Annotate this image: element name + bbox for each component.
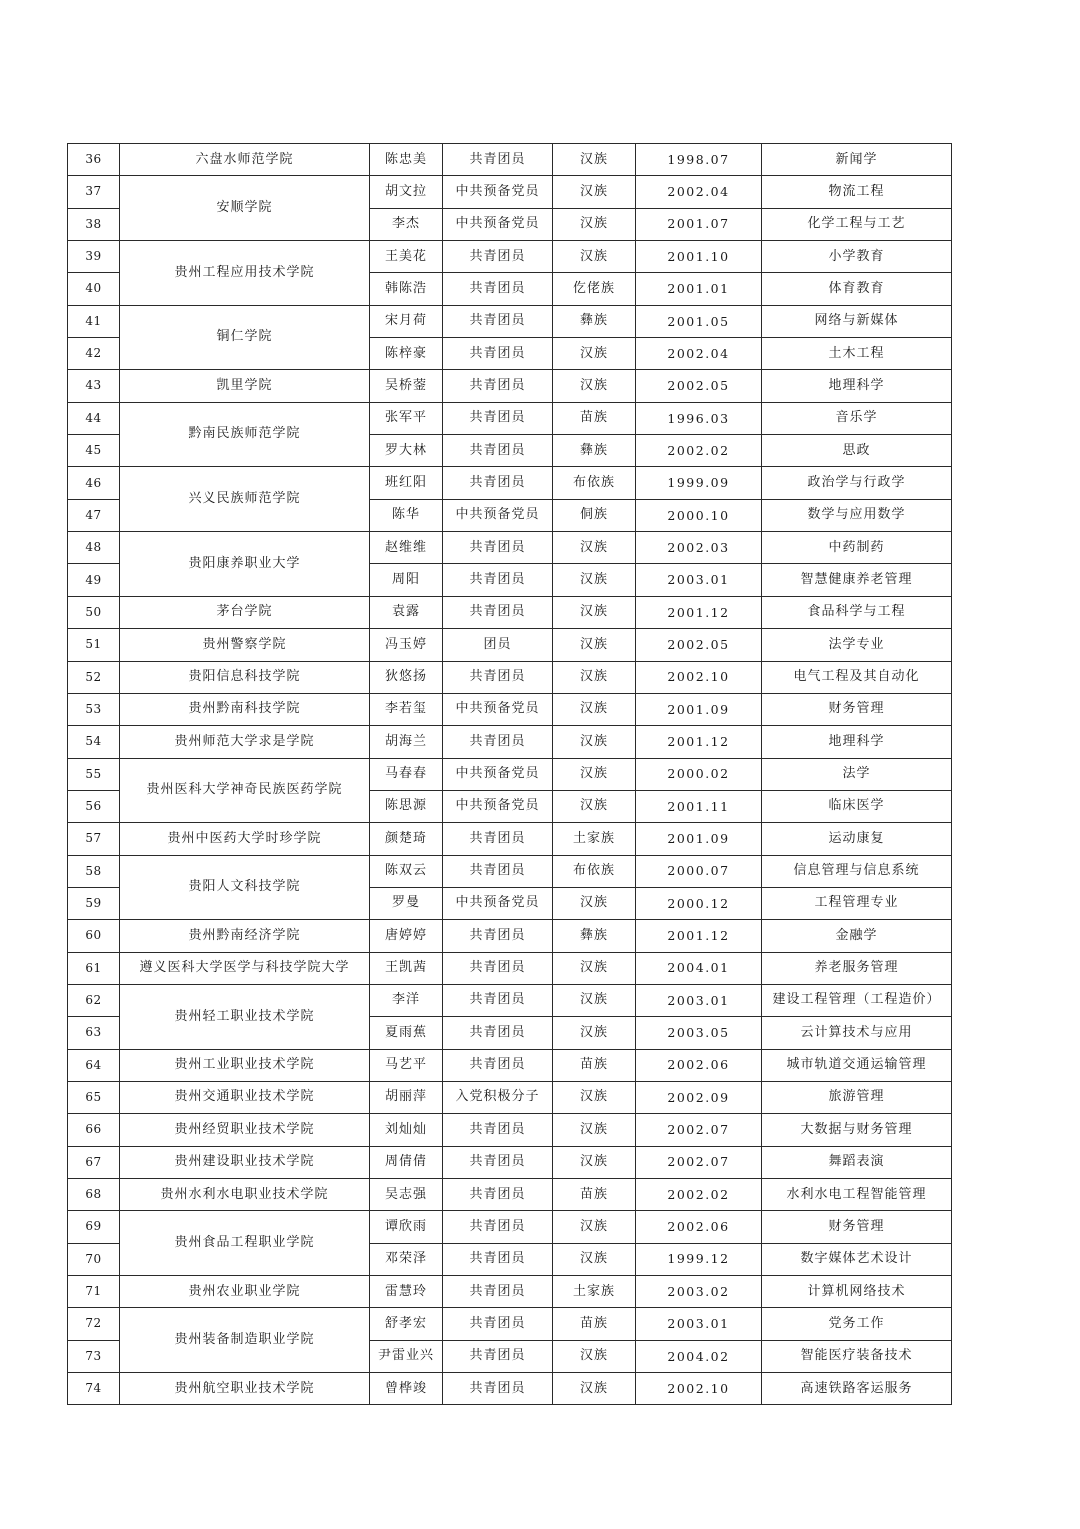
student-name-cell: 刘灿灿 [370, 1114, 443, 1146]
school-name-cell: 贵州黔南经济学院 [120, 920, 370, 952]
row-number-cell: 68 [68, 1179, 120, 1211]
row-number-cell: 43 [68, 370, 120, 402]
student-name-cell: 周倩倩 [370, 1146, 443, 1178]
political-status-cell: 中共预备党员 [443, 693, 553, 725]
birth-date-cell: 2004.01 [636, 952, 762, 984]
student-name-cell: 赵维维 [370, 532, 443, 564]
table-row [68, 1114, 952, 1146]
row-number-cell: 73 [68, 1340, 120, 1372]
birth-date-cell: 2000.10 [636, 499, 762, 531]
birth-date-cell: 2001.12 [636, 596, 762, 628]
row-number-cell: 56 [68, 790, 120, 822]
student-name-cell: 谭欣雨 [370, 1211, 443, 1243]
table-row [68, 370, 952, 402]
ethnicity-cell: 土家族 [553, 1276, 636, 1308]
political-status-cell: 共青团员 [443, 305, 553, 337]
major-cell: 数字媒体艺术设计 [762, 1243, 952, 1275]
major-cell: 数学与应用数学 [762, 499, 952, 531]
major-cell: 法学 [762, 758, 952, 790]
row-number-cell: 71 [68, 1276, 120, 1308]
table-row [68, 823, 952, 855]
major-cell: 信息管理与信息系统 [762, 855, 952, 887]
ethnicity-cell: 彝族 [553, 920, 636, 952]
birth-date-cell: 2003.05 [636, 1017, 762, 1049]
birth-date-cell: 2002.06 [636, 1049, 762, 1081]
political-status-cell: 中共预备党员 [443, 887, 553, 919]
major-cell: 水利水电工程智能管理 [762, 1179, 952, 1211]
political-status-cell: 共青团员 [443, 1373, 553, 1405]
birth-date-cell: 2002.10 [636, 1373, 762, 1405]
row-number-cell: 42 [68, 338, 120, 370]
table-row [68, 1049, 952, 1081]
school-name-cell: 贵州医科大学神奇民族医药学院 [120, 758, 370, 823]
student-name-cell: 邓荣泽 [370, 1243, 443, 1275]
political-status-cell: 中共预备党员 [443, 499, 553, 531]
ethnicity-cell: 汉族 [553, 629, 636, 661]
row-number-cell: 52 [68, 661, 120, 693]
political-status-cell: 共青团员 [443, 564, 553, 596]
row-number-cell: 54 [68, 726, 120, 758]
political-status-cell: 团员 [443, 629, 553, 661]
row-number-cell: 50 [68, 596, 120, 628]
political-status-cell: 共青团员 [443, 1179, 553, 1211]
birth-date-cell: 2002.05 [636, 370, 762, 402]
major-cell: 智慧健康养老管理 [762, 564, 952, 596]
school-name-cell: 贵州经贸职业技术学院 [120, 1114, 370, 1146]
political-status-cell: 共青团员 [443, 241, 553, 273]
ethnicity-cell: 汉族 [553, 564, 636, 596]
ethnicity-cell: 汉族 [553, 1243, 636, 1275]
table-row [68, 758, 952, 790]
school-name-cell: 贵州中医药大学时珍学院 [120, 823, 370, 855]
political-status-cell: 中共预备党员 [443, 790, 553, 822]
major-cell: 音乐学 [762, 402, 952, 434]
student-name-cell: 李若玺 [370, 693, 443, 725]
table-row [68, 855, 952, 887]
political-status-cell: 共青团员 [443, 1049, 553, 1081]
student-name-cell: 宋月荷 [370, 305, 443, 337]
school-name-cell: 贵州交通职业技术学院 [120, 1081, 370, 1113]
table-row [68, 920, 952, 952]
political-status-cell: 共青团员 [443, 823, 553, 855]
school-name-cell: 贵州工业职业技术学院 [120, 1049, 370, 1081]
student-name-cell: 马春春 [370, 758, 443, 790]
ethnicity-cell: 苗族 [553, 402, 636, 434]
row-number-cell: 67 [68, 1146, 120, 1178]
student-name-cell: 曾桦竣 [370, 1373, 443, 1405]
ethnicity-cell: 汉族 [553, 596, 636, 628]
row-number-cell: 72 [68, 1308, 120, 1340]
major-cell: 新闻学 [762, 144, 952, 176]
school-name-cell: 贵州装备制造职业学院 [120, 1308, 370, 1373]
major-cell: 养老服务管理 [762, 952, 952, 984]
major-cell: 地理科学 [762, 726, 952, 758]
birth-date-cell: 2003.01 [636, 1308, 762, 1340]
major-cell: 工程管理专业 [762, 887, 952, 919]
row-number-cell: 64 [68, 1049, 120, 1081]
student-name-cell: 陈梓豪 [370, 338, 443, 370]
major-cell: 地理科学 [762, 370, 952, 402]
major-cell: 食品科学与工程 [762, 596, 952, 628]
table-row [68, 1308, 952, 1340]
school-name-cell: 贵阳信息科技学院 [120, 661, 370, 693]
student-name-cell: 王美花 [370, 241, 443, 273]
major-cell: 化学工程与工艺 [762, 208, 952, 240]
birth-date-cell: 2002.05 [636, 629, 762, 661]
row-number-cell: 66 [68, 1114, 120, 1146]
row-number-cell: 57 [68, 823, 120, 855]
table-row [68, 305, 952, 337]
student-name-cell: 尹雷业兴 [370, 1340, 443, 1372]
birth-date-cell: 2001.09 [636, 823, 762, 855]
birth-date-cell: 2002.03 [636, 532, 762, 564]
row-number-cell: 38 [68, 208, 120, 240]
school-name-cell: 贵州黔南科技学院 [120, 693, 370, 725]
major-cell: 法学专业 [762, 629, 952, 661]
student-name-cell: 李杰 [370, 208, 443, 240]
student-name-cell: 袁露 [370, 596, 443, 628]
birth-date-cell: 1999.12 [636, 1243, 762, 1275]
school-name-cell: 贵州航空职业技术学院 [120, 1373, 370, 1405]
major-cell: 中药制药 [762, 532, 952, 564]
student-name-cell: 张军平 [370, 402, 443, 434]
political-status-cell: 共青团员 [443, 984, 553, 1016]
major-cell: 思政 [762, 435, 952, 467]
political-status-cell: 共青团员 [443, 144, 553, 176]
birth-date-cell: 2002.06 [636, 1211, 762, 1243]
political-status-cell: 共青团员 [443, 952, 553, 984]
ethnicity-cell: 汉族 [553, 144, 636, 176]
school-name-cell: 贵州建设职业技术学院 [120, 1146, 370, 1178]
student-name-cell: 陈忠美 [370, 144, 443, 176]
ethnicity-cell: 彝族 [553, 435, 636, 467]
table-row [68, 1179, 952, 1211]
school-name-cell: 贵州食品工程职业学院 [120, 1211, 370, 1276]
political-status-cell: 中共预备党员 [443, 208, 553, 240]
student-name-cell: 陈华 [370, 499, 443, 531]
student-name-cell: 舒孝宏 [370, 1308, 443, 1340]
birth-date-cell: 1998.07 [636, 144, 762, 176]
birth-date-cell: 2001.07 [636, 208, 762, 240]
table-row [68, 629, 952, 661]
student-name-cell: 胡海兰 [370, 726, 443, 758]
school-name-cell: 安顺学院 [120, 176, 370, 241]
table-row [68, 1146, 952, 1178]
roster-body [68, 144, 952, 1405]
student-name-cell: 罗大林 [370, 435, 443, 467]
political-status-cell: 共青团员 [443, 920, 553, 952]
table-row [68, 984, 952, 1016]
student-roster-table [67, 143, 952, 1405]
table-row [68, 726, 952, 758]
ethnicity-cell: 汉族 [553, 1114, 636, 1146]
row-number-cell: 49 [68, 564, 120, 596]
ethnicity-cell: 汉族 [553, 1146, 636, 1178]
political-status-cell: 共青团员 [443, 855, 553, 887]
major-cell: 大数据与财务管理 [762, 1114, 952, 1146]
student-name-cell: 周阳 [370, 564, 443, 596]
ethnicity-cell: 汉族 [553, 1081, 636, 1113]
major-cell: 金融学 [762, 920, 952, 952]
student-name-cell: 夏雨蕉 [370, 1017, 443, 1049]
student-name-cell: 唐婷婷 [370, 920, 443, 952]
ethnicity-cell: 汉族 [553, 984, 636, 1016]
political-status-cell: 入党积极分子 [443, 1081, 553, 1113]
ethnicity-cell: 汉族 [553, 887, 636, 919]
political-status-cell: 共青团员 [443, 1211, 553, 1243]
student-name-cell: 罗曼 [370, 887, 443, 919]
major-cell: 物流工程 [762, 176, 952, 208]
school-name-cell: 茅台学院 [120, 596, 370, 628]
row-number-cell: 44 [68, 402, 120, 434]
political-status-cell: 共青团员 [443, 1276, 553, 1308]
political-status-cell: 中共预备党员 [443, 176, 553, 208]
political-status-cell: 共青团员 [443, 1146, 553, 1178]
row-number-cell: 62 [68, 984, 120, 1016]
school-name-cell: 黔南民族师范学院 [120, 402, 370, 467]
student-name-cell: 吴桥蓥 [370, 370, 443, 402]
political-status-cell: 共青团员 [443, 370, 553, 402]
ethnicity-cell: 仡佬族 [553, 273, 636, 305]
major-cell: 政治学与行政学 [762, 467, 952, 499]
ethnicity-cell: 土家族 [553, 823, 636, 855]
row-number-cell: 58 [68, 855, 120, 887]
row-number-cell: 46 [68, 467, 120, 499]
ethnicity-cell: 汉族 [553, 758, 636, 790]
political-status-cell: 共青团员 [443, 467, 553, 499]
birth-date-cell: 2002.07 [636, 1114, 762, 1146]
school-name-cell: 贵州轻工职业技术学院 [120, 984, 370, 1049]
major-cell: 舞蹈表演 [762, 1146, 952, 1178]
ethnicity-cell: 布依族 [553, 467, 636, 499]
ethnicity-cell: 汉族 [553, 661, 636, 693]
birth-date-cell: 2002.02 [636, 1179, 762, 1211]
student-name-cell: 陈双云 [370, 855, 443, 887]
table-row [68, 952, 952, 984]
student-name-cell: 陈思源 [370, 790, 443, 822]
table-row [68, 1276, 952, 1308]
birth-date-cell: 2004.02 [636, 1340, 762, 1372]
row-number-cell: 41 [68, 305, 120, 337]
ethnicity-cell: 汉族 [553, 952, 636, 984]
row-number-cell: 74 [68, 1373, 120, 1405]
major-cell: 电气工程及其自动化 [762, 661, 952, 693]
student-name-cell: 颜楚琦 [370, 823, 443, 855]
birth-date-cell: 2001.09 [636, 693, 762, 725]
political-status-cell: 共青团员 [443, 1114, 553, 1146]
row-number-cell: 69 [68, 1211, 120, 1243]
student-name-cell: 狄悠扬 [370, 661, 443, 693]
student-name-cell: 韩陈浩 [370, 273, 443, 305]
table-row [68, 532, 952, 564]
row-number-cell: 45 [68, 435, 120, 467]
school-name-cell: 贵州农业职业学院 [120, 1276, 370, 1308]
student-name-cell: 王凯茜 [370, 952, 443, 984]
political-status-cell: 共青团员 [443, 661, 553, 693]
political-status-cell: 共青团员 [443, 273, 553, 305]
table-row [68, 176, 952, 208]
row-number-cell: 36 [68, 144, 120, 176]
major-cell: 城市轨道交通运输管理 [762, 1049, 952, 1081]
ethnicity-cell: 苗族 [553, 1308, 636, 1340]
major-cell: 临床医学 [762, 790, 952, 822]
ethnicity-cell: 汉族 [553, 1017, 636, 1049]
table-row [68, 402, 952, 434]
row-number-cell: 63 [68, 1017, 120, 1049]
table-row [68, 1211, 952, 1243]
birth-date-cell: 2001.12 [636, 726, 762, 758]
school-name-cell: 贵阳人文科技学院 [120, 855, 370, 920]
birth-date-cell: 2000.07 [636, 855, 762, 887]
major-cell: 旅游管理 [762, 1081, 952, 1113]
birth-date-cell: 1999.09 [636, 467, 762, 499]
row-number-cell: 59 [68, 887, 120, 919]
political-status-cell: 共青团员 [443, 596, 553, 628]
row-number-cell: 55 [68, 758, 120, 790]
birth-date-cell: 2002.07 [636, 1146, 762, 1178]
ethnicity-cell: 汉族 [553, 1340, 636, 1372]
ethnicity-cell: 汉族 [553, 790, 636, 822]
major-cell: 运动康复 [762, 823, 952, 855]
political-status-cell: 共青团员 [443, 1308, 553, 1340]
student-name-cell: 班红阳 [370, 467, 443, 499]
major-cell: 党务工作 [762, 1308, 952, 1340]
political-status-cell: 中共预备党员 [443, 758, 553, 790]
row-number-cell: 39 [68, 241, 120, 273]
political-status-cell: 共青团员 [443, 726, 553, 758]
row-number-cell: 60 [68, 920, 120, 952]
row-number-cell: 61 [68, 952, 120, 984]
ethnicity-cell: 汉族 [553, 726, 636, 758]
row-number-cell: 37 [68, 176, 120, 208]
political-status-cell: 共青团员 [443, 532, 553, 564]
student-name-cell: 冯玉婷 [370, 629, 443, 661]
birth-date-cell: 2003.01 [636, 564, 762, 596]
school-name-cell: 贵州水利水电职业技术学院 [120, 1179, 370, 1211]
row-number-cell: 53 [68, 693, 120, 725]
major-cell: 云计算技术与应用 [762, 1017, 952, 1049]
student-name-cell: 胡丽萍 [370, 1081, 443, 1113]
row-number-cell: 47 [68, 499, 120, 531]
birth-date-cell: 2002.10 [636, 661, 762, 693]
row-number-cell: 51 [68, 629, 120, 661]
political-status-cell: 共青团员 [443, 402, 553, 434]
political-status-cell: 共青团员 [443, 1017, 553, 1049]
birth-date-cell: 2001.11 [636, 790, 762, 822]
major-cell: 高速铁路客运服务 [762, 1373, 952, 1405]
political-status-cell: 共青团员 [443, 1243, 553, 1275]
student-name-cell: 吴志强 [370, 1179, 443, 1211]
ethnicity-cell: 苗族 [553, 1049, 636, 1081]
school-name-cell: 铜仁学院 [120, 305, 370, 370]
ethnicity-cell: 彝族 [553, 305, 636, 337]
political-status-cell: 共青团员 [443, 338, 553, 370]
school-name-cell: 贵州警察学院 [120, 629, 370, 661]
birth-date-cell: 2002.02 [636, 435, 762, 467]
ethnicity-cell: 汉族 [553, 370, 636, 402]
major-cell: 财务管理 [762, 1211, 952, 1243]
birth-date-cell: 2002.04 [636, 338, 762, 370]
ethnicity-cell: 汉族 [553, 208, 636, 240]
major-cell: 土木工程 [762, 338, 952, 370]
political-status-cell: 共青团员 [443, 1340, 553, 1372]
birth-date-cell: 2002.04 [636, 176, 762, 208]
major-cell: 财务管理 [762, 693, 952, 725]
school-name-cell: 兴义民族师范学院 [120, 467, 370, 532]
major-cell: 计算机网络技术 [762, 1276, 952, 1308]
student-name-cell: 胡文拉 [370, 176, 443, 208]
row-number-cell: 65 [68, 1081, 120, 1113]
school-name-cell: 凯里学院 [120, 370, 370, 402]
ethnicity-cell: 布依族 [553, 855, 636, 887]
table-row [68, 241, 952, 273]
row-number-cell: 70 [68, 1243, 120, 1275]
school-name-cell: 六盘水师范学院 [120, 144, 370, 176]
school-name-cell: 遵义医科大学医学与科技学院大学 [120, 952, 370, 984]
table-row [68, 596, 952, 628]
table-row [68, 1373, 952, 1405]
row-number-cell: 48 [68, 532, 120, 564]
ethnicity-cell: 苗族 [553, 1179, 636, 1211]
table-row [68, 1081, 952, 1113]
birth-date-cell: 2001.12 [636, 920, 762, 952]
student-name-cell: 马艺平 [370, 1049, 443, 1081]
ethnicity-cell: 汉族 [553, 532, 636, 564]
school-name-cell: 贵阳康养职业大学 [120, 532, 370, 597]
birth-date-cell: 2001.10 [636, 241, 762, 273]
ethnicity-cell: 汉族 [553, 693, 636, 725]
birth-date-cell: 2000.02 [636, 758, 762, 790]
table-row [68, 661, 952, 693]
birth-date-cell: 2001.05 [636, 305, 762, 337]
birth-date-cell: 1996.03 [636, 402, 762, 434]
table-row [68, 144, 952, 176]
school-name-cell: 贵州师范大学求是学院 [120, 726, 370, 758]
ethnicity-cell: 侗族 [553, 499, 636, 531]
major-cell: 体育教育 [762, 273, 952, 305]
ethnicity-cell: 汉族 [553, 1373, 636, 1405]
political-status-cell: 共青团员 [443, 435, 553, 467]
student-name-cell: 李洋 [370, 984, 443, 1016]
ethnicity-cell: 汉族 [553, 176, 636, 208]
major-cell: 智能医疗装备技术 [762, 1340, 952, 1372]
birth-date-cell: 2003.01 [636, 984, 762, 1016]
major-cell: 建设工程管理（工程造价） [762, 984, 952, 1016]
major-cell: 网络与新媒体 [762, 305, 952, 337]
ethnicity-cell: 汉族 [553, 241, 636, 273]
table-row [68, 467, 952, 499]
ethnicity-cell: 汉族 [553, 338, 636, 370]
major-cell: 小学教育 [762, 241, 952, 273]
birth-date-cell: 2000.12 [636, 887, 762, 919]
row-number-cell: 40 [68, 273, 120, 305]
birth-date-cell: 2003.02 [636, 1276, 762, 1308]
birth-date-cell: 2002.09 [636, 1081, 762, 1113]
ethnicity-cell: 汉族 [553, 1211, 636, 1243]
table-row [68, 693, 952, 725]
birth-date-cell: 2001.01 [636, 273, 762, 305]
student-name-cell: 雷慧玲 [370, 1276, 443, 1308]
school-name-cell: 贵州工程应用技术学院 [120, 241, 370, 306]
